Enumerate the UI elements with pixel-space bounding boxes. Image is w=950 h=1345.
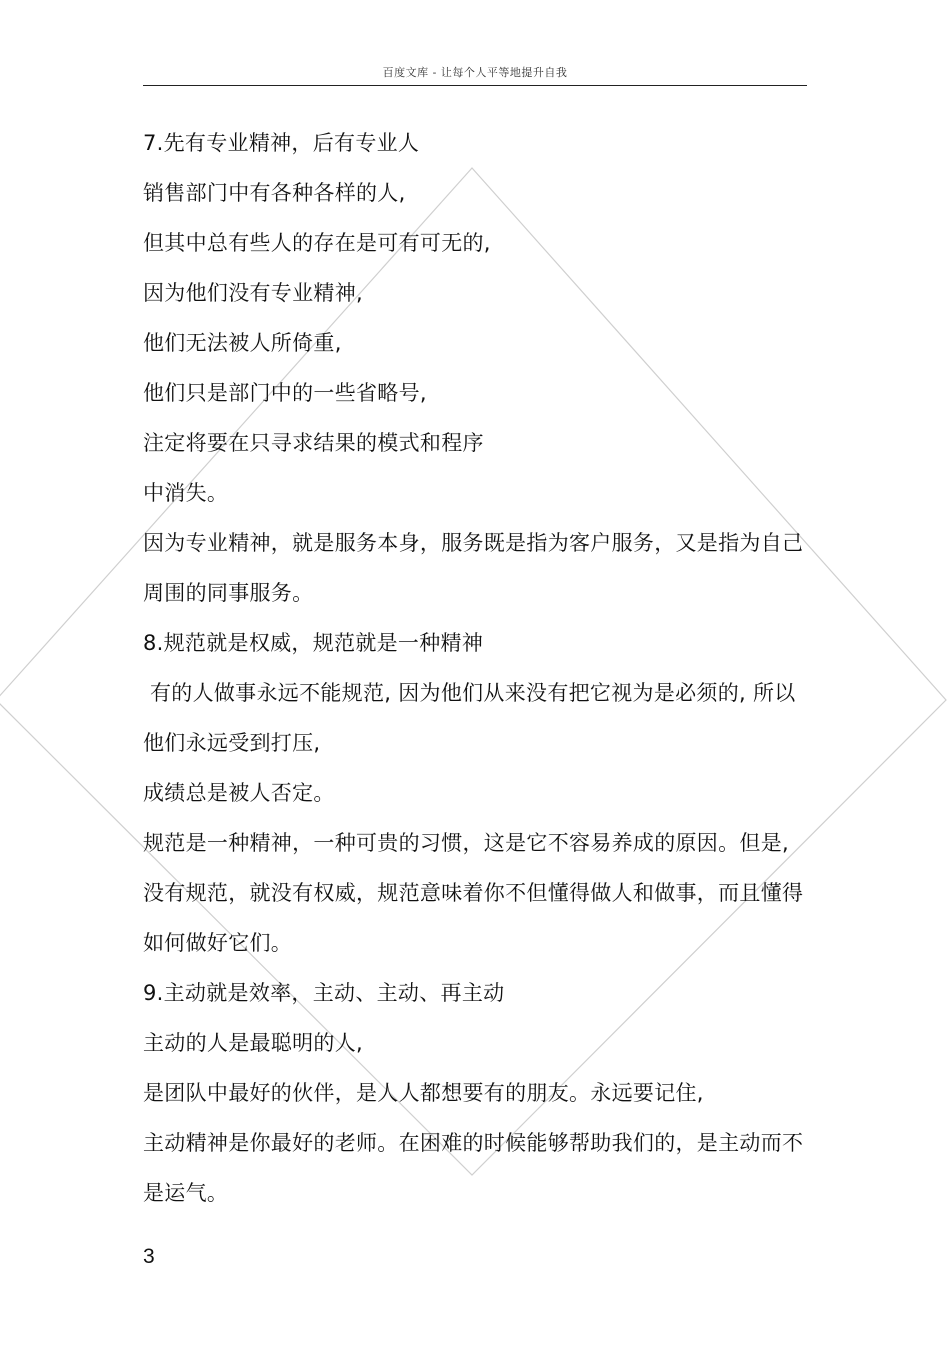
page-number: 3 [143,1245,155,1268]
text-line: 没有规范，就没有权威，规范意味着你不但懂得做人和做事，而且懂得 [143,881,804,905]
text-line: 他们永远受到打压, [143,731,321,755]
section-heading-8: 8.规范就是权威，规范就是一种精神 [143,631,484,655]
section-heading-9: 9.主动就是效率，主动、主动、再主动 [143,981,505,1005]
text-line: 有的人做事永远不能规范, 因为他们从来没有把它视为是必须的, 所以 [143,681,796,705]
text-line: 成绩总是被人否定。 [143,781,335,805]
header-divider [143,85,807,86]
text-line: 但其中总有些人的存在是可有可无的, [143,231,491,255]
text-line: 中消失。 [143,481,229,505]
text-line: 因为他们没有专业精神, [143,281,363,305]
text-line: 主动精神是你最好的老师。在困难的时候能够帮助我们的，是主动而不 [143,1131,804,1155]
text-line: 他们无法被人所倚重, [143,331,342,355]
document-body [143,118,833,1218]
text-line: 是团队中最好的伙伴，是人人都想要有的朋友。永远要记住, [143,1081,704,1105]
text-line: 注定将要在只寻求结果的模式和程序 [143,431,484,455]
text-line: 是运气。 [143,1181,229,1205]
text-line: 规范是一种精神，一种可贵的习惯，这是它不容易养成的原因。但是, [143,831,789,855]
section-heading-7: 7.先有专业精神，后有专业人 [143,131,420,155]
text-line: 主动的人是最聪明的人, [143,1031,363,1055]
text-line: 如何做好它们。 [143,931,293,955]
text-line: 他们只是部门中的一些省略号, [143,381,427,405]
text-line: 周围的同事服务。 [143,581,314,605]
text-line: 销售部门中有各种各样的人, [143,181,406,205]
text-line: 因为专业精神，就是服务本身，服务既是指为客户服务，又是指为自己 [143,531,804,555]
page-header: 百度文库 - 让每个人平等地提升自我 [382,66,568,79]
